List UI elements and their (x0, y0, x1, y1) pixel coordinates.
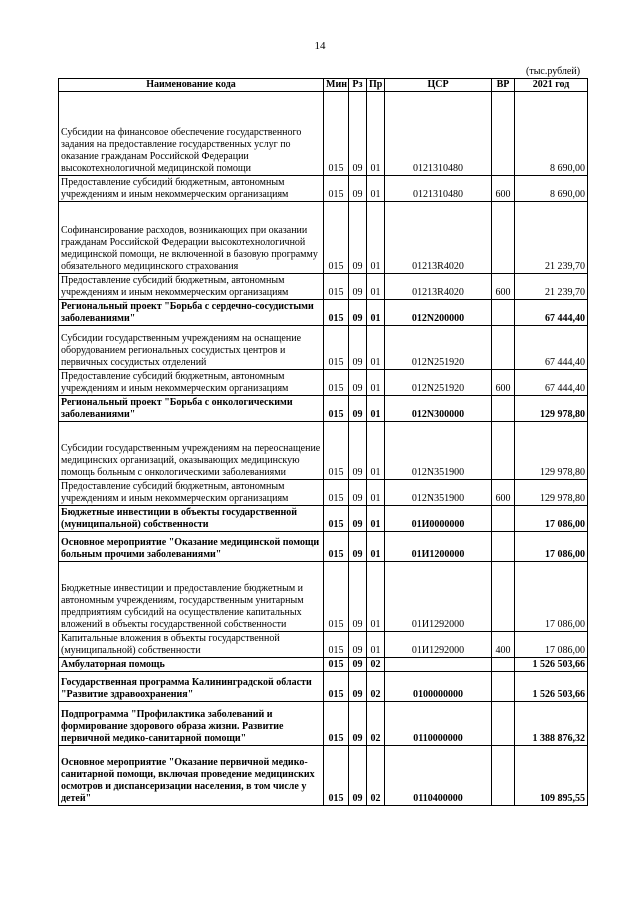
cell-pr: 01 (367, 506, 385, 532)
cell-amount: 1 526 503,66 (515, 658, 588, 672)
cell-name: Государственная программа Калининградской области "Развитие здравоохранения" (59, 672, 324, 702)
header-pr: Пр (367, 79, 385, 92)
cell-rz: 09 (349, 562, 367, 632)
cell-vr (492, 202, 515, 274)
cell-name: Субсидии на финансовое обеспечение государственного задания на предоставление государственных услуг по оказание гражданам Российской Федерации высокотехнологичной медицинской помощи (59, 92, 324, 176)
cell-vr (492, 506, 515, 532)
cell-csr: 012N351900 (385, 480, 492, 506)
cell-name: Подпрограмма "Профилактика заболеваний и формирование здорового образа жизни. Развитие первичной медико-санитарной помощи" (59, 702, 324, 746)
table-row (59, 672, 588, 702)
cell-amount: 67 444,40 (515, 326, 588, 370)
table-row (59, 702, 588, 746)
cell-csr: 0100000000 (385, 672, 492, 702)
cell-name: Региональный проект "Борьба с сердечно-сосудистыми заболеваниями" (59, 300, 324, 326)
cell-min: 015 (324, 672, 349, 702)
table-row (59, 176, 588, 202)
table-row (59, 326, 588, 370)
cell-amount: 17 086,00 (515, 532, 588, 562)
cell-csr: 012N300000 (385, 396, 492, 422)
cell-rz: 09 (349, 326, 367, 370)
header-min: Мин (324, 79, 349, 92)
cell-vr (492, 326, 515, 370)
cell-vr (492, 562, 515, 632)
cell-amount: 129 978,80 (515, 396, 588, 422)
cell-amount: 21 239,70 (515, 274, 588, 300)
cell-vr (492, 702, 515, 746)
cell-min: 015 (324, 300, 349, 326)
cell-pr: 01 (367, 274, 385, 300)
cell-csr: 01213R4020 (385, 202, 492, 274)
cell-pr: 01 (367, 532, 385, 562)
cell-vr: 600 (492, 370, 515, 396)
cell-name: Предоставление субсидий бюджетным, автономным учреждениям и иным некоммерческим организациям (59, 370, 324, 396)
cell-vr: 600 (492, 176, 515, 202)
cell-csr: 01И1200000 (385, 532, 492, 562)
units-label: (тыс.рублей) (526, 66, 581, 77)
cell-pr: 01 (367, 480, 385, 506)
cell-rz: 09 (349, 632, 367, 658)
cell-vr (492, 92, 515, 176)
cell-name: Амбулаторная помощь (59, 658, 324, 672)
header-name: Наименование кода (59, 79, 324, 92)
budget-table (58, 78, 588, 806)
cell-amount: 8 690,00 (515, 176, 588, 202)
cell-rz: 09 (349, 202, 367, 274)
table-row (59, 202, 588, 274)
table-row (59, 632, 588, 658)
cell-rz: 09 (349, 672, 367, 702)
cell-name: Предоставление субсидий бюджетным, автономным учреждениям и иным некоммерческим организациям (59, 176, 324, 202)
table-row (59, 562, 588, 632)
cell-min: 015 (324, 176, 349, 202)
cell-csr: 012N351900 (385, 422, 492, 480)
cell-rz: 09 (349, 422, 367, 480)
cell-vr (492, 300, 515, 326)
cell-rz: 09 (349, 532, 367, 562)
cell-name: Бюджетные инвестиции в объекты государственной (муниципальной) собственности (59, 506, 324, 532)
cell-name: Бюджетные инвестиции и предоставление бюджетным и автономным учреждениям, государственным унитарным предприятиям субсидий на осуществление капитальных вложений в объекты государственной собственности (59, 562, 324, 632)
cell-pr: 01 (367, 422, 385, 480)
cell-min: 015 (324, 702, 349, 746)
table-row (59, 422, 588, 480)
cell-min: 015 (324, 326, 349, 370)
cell-name: Предоставление субсидий бюджетным, автономным учреждениям и иным некоммерческим организациям (59, 274, 324, 300)
cell-min: 015 (324, 532, 349, 562)
cell-rz: 09 (349, 176, 367, 202)
cell-pr: 01 (367, 396, 385, 422)
cell-pr: 01 (367, 176, 385, 202)
cell-amount: 8 690,00 (515, 92, 588, 176)
cell-pr: 01 (367, 370, 385, 396)
cell-min: 015 (324, 562, 349, 632)
cell-pr: 01 (367, 562, 385, 632)
table-row (59, 274, 588, 300)
cell-min: 015 (324, 396, 349, 422)
cell-csr: 0110000000 (385, 702, 492, 746)
cell-amount: 67 444,40 (515, 300, 588, 326)
cell-amount: 1 526 503,66 (515, 672, 588, 702)
cell-rz: 09 (349, 370, 367, 396)
cell-amount: 129 978,80 (515, 480, 588, 506)
cell-amount: 21 239,70 (515, 202, 588, 274)
cell-csr: 0121310480 (385, 92, 492, 176)
cell-csr: 012N251920 (385, 326, 492, 370)
cell-rz: 09 (349, 506, 367, 532)
table-row (59, 506, 588, 532)
cell-rz: 09 (349, 746, 367, 806)
table-row (59, 92, 588, 176)
cell-name: Региональный проект "Борьба с онкологическими заболеваниями" (59, 396, 324, 422)
cell-amount: 67 444,40 (515, 370, 588, 396)
cell-min: 015 (324, 422, 349, 480)
cell-min: 015 (324, 370, 349, 396)
cell-amount: 17 086,00 (515, 632, 588, 658)
cell-rz: 09 (349, 658, 367, 672)
cell-vr (492, 672, 515, 702)
cell-csr: 01И1292000 (385, 562, 492, 632)
cell-min: 015 (324, 658, 349, 672)
table-row (59, 532, 588, 562)
table-row (59, 746, 588, 806)
cell-rz: 09 (349, 300, 367, 326)
cell-vr (492, 532, 515, 562)
cell-rz: 09 (349, 396, 367, 422)
cell-name: Капитальные вложения в объекты государственной (муниципальной) собственности (59, 632, 324, 658)
cell-pr: 01 (367, 202, 385, 274)
cell-vr (492, 422, 515, 480)
cell-pr: 01 (367, 632, 385, 658)
header-csr: ЦСР (385, 79, 492, 92)
cell-vr: 600 (492, 274, 515, 300)
table-row (59, 396, 588, 422)
cell-csr: 0121310480 (385, 176, 492, 202)
cell-csr (385, 658, 492, 672)
cell-rz: 09 (349, 480, 367, 506)
cell-name: Софинансирование расходов, возникающих при оказании гражданам Российской Федерации высокотехнологичной медицинской помощи, не включенной в базовую программу обязательного медицинского страхования (59, 202, 324, 274)
cell-name: Субсидии государственным учреждениям на переоснащение медицинских организаций, оказывающих медицинскую помощь больным с онкологическими заболеваниями (59, 422, 324, 480)
cell-amount: 17 086,00 (515, 562, 588, 632)
table-row (59, 300, 588, 326)
cell-pr: 01 (367, 300, 385, 326)
cell-pr: 02 (367, 702, 385, 746)
cell-min: 015 (324, 746, 349, 806)
cell-name: Предоставление субсидий бюджетным, автономным учреждениям и иным некоммерческим организациям (59, 480, 324, 506)
header-year: 2021 год (515, 79, 588, 92)
table-header-row (59, 79, 588, 92)
cell-min: 015 (324, 506, 349, 532)
cell-vr (492, 396, 515, 422)
cell-csr: 012N200000 (385, 300, 492, 326)
table-body (59, 92, 588, 806)
cell-rz: 09 (349, 274, 367, 300)
cell-vr: 600 (492, 480, 515, 506)
cell-pr: 01 (367, 92, 385, 176)
cell-name: Основное мероприятие "Оказание медицинской помощи больным прочими заболеваниями" (59, 532, 324, 562)
cell-amount: 129 978,80 (515, 422, 588, 480)
cell-amount: 109 895,55 (515, 746, 588, 806)
table-row (59, 370, 588, 396)
page-number: 14 (314, 40, 326, 52)
cell-name: Основное мероприятие "Оказание первичной медико-санитарной помощи, включая проведение медицинских осмотров и диспансеризации населения, в том числе у детей" (59, 746, 324, 806)
cell-amount: 1 388 876,32 (515, 702, 588, 746)
cell-pr: 02 (367, 658, 385, 672)
cell-min: 015 (324, 202, 349, 274)
cell-csr: 01И1292000 (385, 632, 492, 658)
header-rz: Рз (349, 79, 367, 92)
cell-vr (492, 658, 515, 672)
cell-min: 015 (324, 632, 349, 658)
cell-pr: 02 (367, 746, 385, 806)
cell-pr: 02 (367, 672, 385, 702)
cell-vr (492, 746, 515, 806)
cell-min: 015 (324, 92, 349, 176)
cell-min: 015 (324, 480, 349, 506)
cell-min: 015 (324, 274, 349, 300)
cell-csr: 012N251920 (385, 370, 492, 396)
cell-rz: 09 (349, 702, 367, 746)
table-row (59, 658, 588, 672)
cell-pr: 01 (367, 326, 385, 370)
cell-vr: 400 (492, 632, 515, 658)
cell-csr: 0110400000 (385, 746, 492, 806)
cell-csr: 01213R4020 (385, 274, 492, 300)
header-vr: ВР (492, 79, 515, 92)
table-row (59, 480, 588, 506)
cell-csr: 01И0000000 (385, 506, 492, 532)
cell-name: Субсидии государственным учреждениям на оснащение оборудованием региональных сосудистых центров и первичных сосудистых отделений (59, 326, 324, 370)
cell-amount: 17 086,00 (515, 506, 588, 532)
cell-rz: 09 (349, 92, 367, 176)
